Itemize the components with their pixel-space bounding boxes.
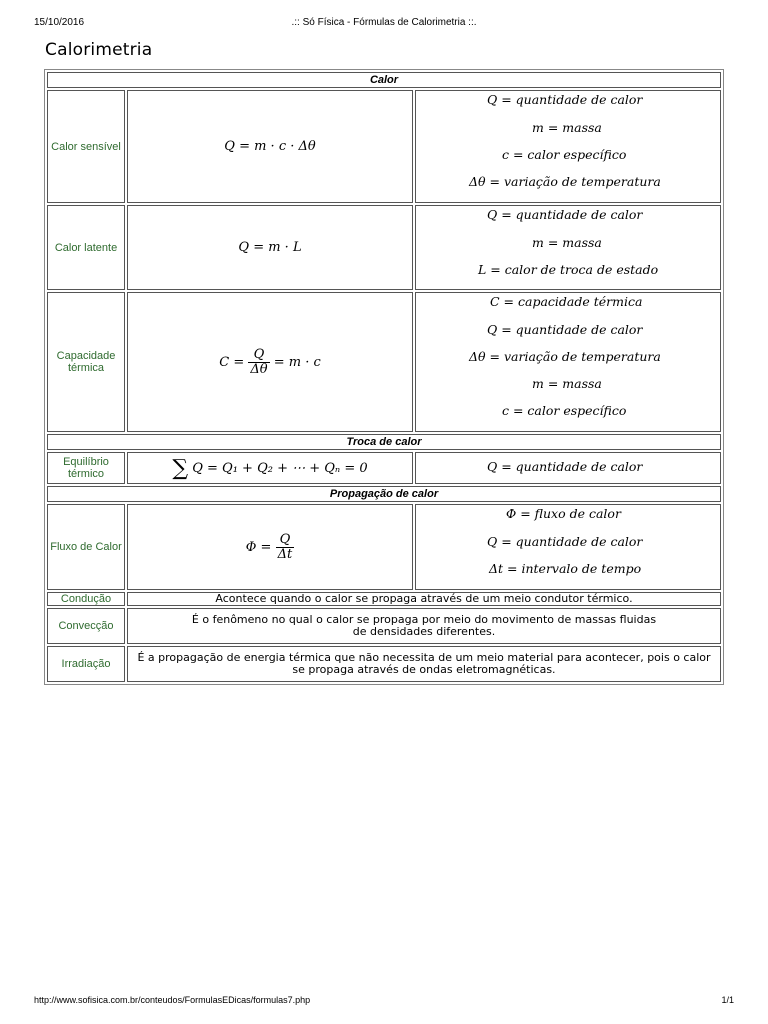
formula-body: Q = Q₁ + Q₂ + ⋯ + Qₙ = 0: [192, 460, 368, 476]
table-row: [47, 292, 721, 432]
formula-table: [45, 70, 723, 684]
page-title: Calorimetria: [45, 40, 153, 60]
print-page-title: .:: Só Física - Fórmulas de Calorimetria ::.: [291, 17, 477, 28]
definitions-calor-latente: [415, 205, 721, 290]
table-row: [47, 90, 721, 203]
fraction-denominator: Δt: [277, 546, 293, 562]
definitions-capacidade-termica: [415, 292, 721, 432]
description-conveccao: É o fenômeno no qual o calor se propaga por meio do movimento de massas fluidas de densidades diferentes.: [127, 608, 721, 644]
table-row: [47, 452, 721, 484]
table-row: [47, 205, 721, 290]
definition: m = massa: [532, 120, 602, 135]
definition: Δθ = variação de temperatura: [469, 349, 661, 364]
row-label-irradiacao: Irradiação: [47, 646, 125, 682]
formula-fluxo-de-calor: [127, 504, 413, 590]
row-label-conveccao: Convecção: [47, 608, 125, 644]
print-date: 15/10/2016: [34, 17, 85, 28]
summation-symbol: ∑: [172, 455, 189, 481]
fraction-numerator: Q: [248, 348, 269, 363]
print-page-number: 1/1: [721, 995, 734, 1005]
formula-capacidade-termica: [127, 292, 413, 432]
definition: c = calor específico: [502, 147, 627, 162]
formula-calor-latente: Q = m · L: [127, 205, 413, 290]
row-label-fluxo-de-calor: Fluxo de Calor: [47, 504, 125, 590]
table-row: [47, 592, 721, 606]
description-conducao: Acontece quando o calor se propaga através de um meio condutor térmico.: [127, 592, 721, 606]
definition: Φ = fluxo de calor: [506, 506, 621, 521]
row-label-equilibrio-termico: Equilíbrio térmico: [47, 452, 125, 484]
section-row: [47, 486, 721, 502]
section-heading-propagacao: Propagação de calor: [47, 486, 721, 502]
fraction: [276, 533, 295, 562]
definition: Δθ = variação de temperatura: [469, 174, 661, 189]
formula-table-frame: [44, 69, 724, 685]
definition: Q = quantidade de calor: [487, 92, 643, 107]
formula-rhs: = m · c: [273, 354, 321, 370]
definitions-fluxo-de-calor: [415, 504, 721, 590]
definition: L = calor de troca de estado: [478, 262, 659, 277]
row-label-calor-latente: Calor latente: [47, 205, 125, 290]
description-irradiacao: É a propagação de energia térmica que não necessita de um meio material para acontecer, pois o calor se propaga através de ondas eletromagnéticas.: [127, 646, 721, 682]
definition: c = calor específico: [502, 403, 627, 418]
definition: m = massa: [532, 235, 602, 250]
table-row: [47, 646, 721, 682]
print-footer-url: http://www.sofisica.com.br/conteudos/FormulasEDicas/formulas7.php: [34, 995, 311, 1005]
row-label-capacidade-termica: Capacidade térmica: [47, 292, 125, 432]
definitions-equilibrio-termico: [415, 452, 721, 484]
formula-equilibrio-termico: [127, 452, 413, 484]
table-row: [47, 504, 721, 590]
fraction-numerator: Q: [276, 533, 295, 548]
definition: Δt = intervalo de tempo: [489, 561, 642, 576]
definition: m = massa: [532, 376, 602, 391]
formula-lhs: Φ =: [245, 539, 272, 555]
section-heading-calor: Calor: [47, 72, 721, 88]
definition: C = capacidade térmica: [490, 294, 643, 309]
definition: Q = quantidade de calor: [487, 534, 643, 549]
formula-lhs: C =: [219, 354, 245, 370]
definitions-calor-sensivel: [415, 90, 721, 203]
fraction: [248, 348, 269, 377]
definition: Q = quantidade de calor: [487, 322, 643, 337]
definition: Q = quantidade de calor: [487, 459, 643, 474]
table-row: [47, 608, 721, 644]
section-heading-troca: Troca de calor: [47, 434, 721, 450]
formula-calor-sensivel: Q = m · c · Δθ: [127, 90, 413, 203]
section-row: [47, 434, 721, 450]
section-row: [47, 72, 721, 88]
row-label-calor-sensivel: Calor sensível: [47, 90, 125, 203]
definition: Q = quantidade de calor: [487, 207, 643, 222]
fraction-denominator: Δθ: [250, 361, 268, 377]
row-label-conducao: Condução: [47, 592, 125, 606]
